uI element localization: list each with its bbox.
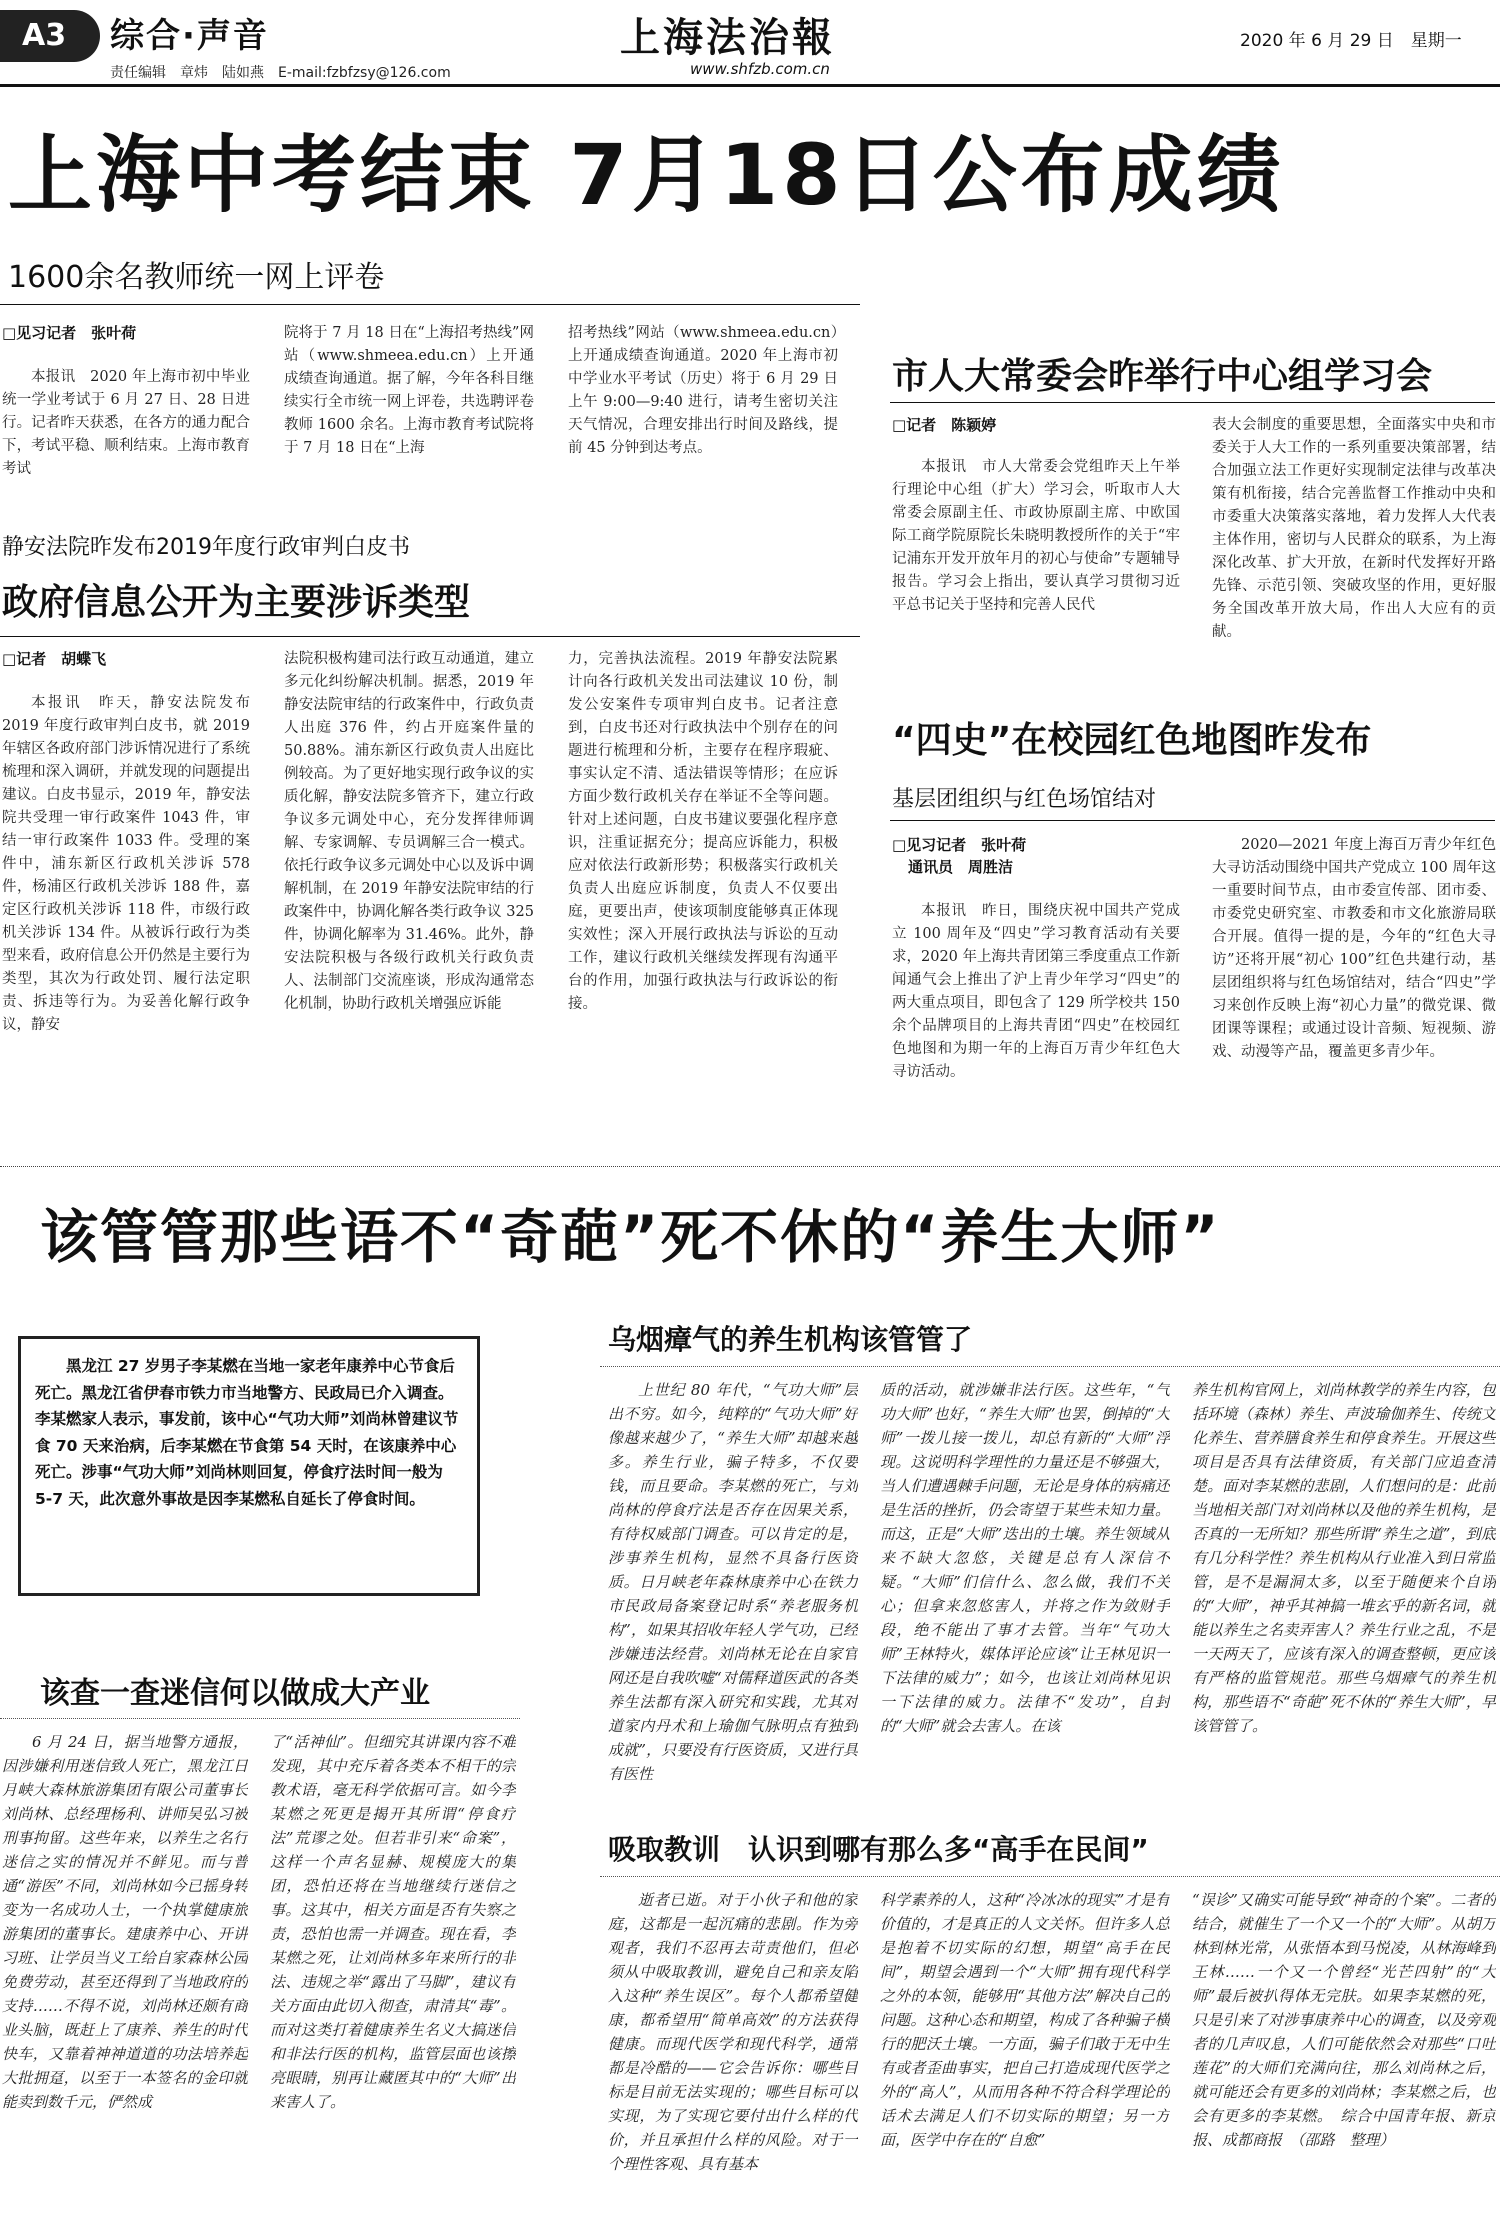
column2-rule [600,1366,1500,1367]
column2-col3 [1192,1378,1496,1808]
column1-col1-text: 6 月 24 日，据当地警方通报，因涉嫌利用迷信致人死亡，黑龙江日月峡大森林旅游集团有限公司董事长刘尚林、总经理杨利、讲师吴弘习被刑事拘留。这些年来，以养生之名行迷信之实的情况并不鲜见。而与普通“游医”不同，刘尚林如今已摇身转变为一名成功人士，一个执掌健康旅游集团的董事长。建康养中心、开讲习班、让学员当义工给自家森林公园免费劳动，甚至还得到了当地政府的支持……不得不说，刘尚林还颇有商业头脑，既赶上了康养、养生的时代快车，又靠着神神道道的功法培养起大批拥趸，以至于一本签名的金印就能卖到数千元，俨然成 [2,1733,248,2111]
story4-rule [890,820,1495,821]
column2-col2-text: 质的活动，就涉嫌非法行医。这些年，“气功大师”也好，“养生大师”也罢，倒掉的“大师”一拨儿接一拨儿，却总有新的“大师”浮现。这说明科学理性的力量还是不够强大，当人们遭遇棘手问题，无论是身体的病痛还是生活的挫折，仍会寄望于某些未知力量。而这，正是“大师”迭出的土壤。养生领域从来不缺大忽悠，关键是总有人深信不疑。“大师”们信什么、忽么做，我们不关心；但拿来忽悠害人，并将之作为敛财手段，绝不能出了事才去管。当年“气功大师”王林特火，媒体评论应该“让王林见识一下法律的威力”；如今，也该让刘尚林见识一下法律的威力。法律不“发功”，自封的“大师”就会去害人。在该 [880,1381,1170,1735]
story3-rule [890,402,1495,403]
column3-col3-text: “误诊”又确实可能导致“神奇的个案”。二者的结合，就催生了一个又一个的“大师”。从胡万林到林光常，从张悟本到马悦凌，从林海峰到王林……一个又一个曾经“光芒四射”的“大师”最后被扒得体无完肤。如果李某燃的死，只是引来了对涉事康养中心的调查，以及旁观者的几声叹息，人们可能依然会对那些“口吐莲花”的大师们充满向往，那么刘尚林之后，就可能还会有更多的刘尚林；李某燃之后，也会有更多的李某燃。 综合中国青年报、新京报、成都商报 （邵路 整理） [1192,1891,1496,2149]
column2-col1 [608,1378,858,1808]
story2-col1 [2,692,250,1154]
column1-col2 [270,1730,516,2224]
story2-byline: □记者 胡蝶飞 [2,650,107,668]
story4-col2 [1212,834,1496,1154]
story2-col3-text: 力，完善执法流程。2019 年静安法院累计向各行政机关发出司法建议 10 份，制发公安案件专项审判白皮书。记者注意到，白皮书还对行政执法中个别存在的问题进行梳理和分析，主要存在程序瑕疵、事实认定不清、适法错误等情形；在应诉方面少数行政机关存在举证不全等问题。针对上述问题，白皮书建议要强化程序意识，注重证据充分；提高应诉能力，积极应对依法行政新形势；积极落实行政机关负责人出庭应诉制度，负责人不仅要出庭，更要出声，使该项制度能够真正体现实效性；深入开展行政执法与诉讼的互动工作，建议行政机关继续发挥现有沟通平台的作用，加强行政执法与行政诉讼的衔接。 [568,651,838,1012]
feature-divider [0,1166,1500,1167]
column1-col1 [2,1730,248,2224]
section-title: 综合·声音 [110,16,269,56]
story4-headline: “四史”在校园红色地图昨发布 [892,720,1372,761]
column3-col2-text: 科学素养的人，这种“冷冰冰的现实”才是有价值的，才是真正的人文关怀。但许多人总是抱着不切实际的幻想，期望“高手在民间”，期望会遇到一个“大师”拥有现代科学之外的本领，能够用“其他方法”解决自己的问题。这种心态和期望，构成了各种骗子横行的肥沃土壤。一方面，骗子们敢于无中生有或者歪曲事实，把自己打造成现代医学之外的“高人”，从而用各种不符合科学理论的话术去满足人们不切实际的期望；另一方面，医学中存在的“自愈” [880,1891,1170,2149]
story3-col1 [892,456,1180,674]
story2-col2-text: 法院积极构建司法行政互动通道，建立多元化纠纷解决机制。据悉，2019 年静安法院审结的行政案件中，行政负责人出庭 376 件，约占开庭案件量的 50.88%。浦东新区行政负责人出庭比例较高。为了更好地实现行政争议的实质化解，静安法院多管齐下，建立行政争议多元调处中心，充分发挥律师调解、专家调解、专员调解三合一模式。依托行政争议多元调处中心以及诉中调解机制，在 2019 年静安法院审结的行政案件中，协调化解各类行政争议 325 件，协调化解率为 31.46%。此外，静安法院积极与各级行政机关行政负责人、法制部门交流座谈，形成沟通常态化机制，协助行政机关增强应诉能 [284,651,534,1012]
column3-headline: 吸取教训 认识到哪有那么多“高手在民间” [608,1833,1149,1866]
story4-byline-2: 通讯员 周胜洁 [908,858,1014,876]
story1-col2-text: 院将于 7 月 18 日在“上海招考热线”网站（www.shmeea.edu.cn）上开通成绩查询通道。据了解，今年各科目继续实行全市统一网上评卷，共选聘评卷教师 1600 余名。上海市教育考试院将于 7 月 18 日在“上海 [284,325,534,456]
story4-col1 [892,900,1180,1154]
column1-col2-text: 了“活神仙”。但细究其讲课内容不难发现，其中充斥着各类本不相干的宗教术语，毫无科学依据可言。如今李某燃之死更是揭开其所谓“停食疗法”荒谬之处。但若非引来“命案”，这样一个声名显赫、规模庞大的集团，恐怕还将在当地继续行迷信之事。这其中，相关方面是否有失察之责，恐怕也需一并调查。现在看，李某燃之死，让刘尚林多年来所行的非法、违规之举“露出了马脚”，建议有关方面由此切入彻查，肃清其“毒”。而对这类打着健康养生名义大搞迷信和非法行医的机构，监管层面也该擦亮眼睛，别再让藏匿其中的“大师”出来害人了。 [270,1733,516,2111]
story2-col3 [568,648,838,1154]
column2-col1-text: 上世纪 80 年代，“气功大师”层出不穷。如今，纯粹的“气功大师”好像越来越少了，“养生大师”却越来越多。养生行业，骗子特多，不仅要钱，而且要命。李某燃的死亡，与刘尚林的停食疗法是否存在因果关系，有待权威部门调查。可以肯定的是，涉事养生机构，显然不具备行医资质。日月峡老年森林康养中心在铁力市民政局备案登记时系“养老服务机构”，如果其招收年轻人学气功，已经涉嫌违法经营。刘尚林无论在自家官网还是自我吹嘘“对儒释道医武的各类养生法都有深入研究和实践，尤其对道家内丹术和上瑜伽气脉明点有独到成就”，只要没有行医资质，又进行具有医性 [608,1381,858,1783]
page-number-badge: A3 [0,10,100,62]
story1-col1-text: 本报讯 2020 年上海市初中毕业统一学业考试于 6 月 27 日、28 日进行。记者昨天获悉，在各方的通力配合下，考试平稳、顺利结束。上海市教育考试 [2,369,250,477]
story1-rule [0,304,860,305]
story2-kicker: 静安法院昨发布2019年度行政审判白皮书 [2,535,410,560]
column1-rule [0,1718,520,1719]
story4-col1-text: 本报讯 昨日，围绕庆祝中国共产党成立 100 周年及“四史”学习教育活动有关要求，2020 年上海共青团第三季度重点工作新闻通气会上推出了沪上青少年学习“四史”的两大重点项目，即包含了 129 所学校共 150 余个品牌项目的上海共青团“四史”在校园红色地图和为期一年的上海百万青少年红色大寻访活动。 [892,903,1180,1080]
story3-col1-text: 本报讯 市人大常委会党组昨天上午举行理论中心组（扩大）学习会，听取市人大常委会原副主任、市政协原副主席、中欧国际工商学院原院长朱晓明教授所作的关于“牢记浦东开发开放年月的初心与使命”专题辅导报告。学习会上指出，要认真学习贯彻习近平总书记关于坚持和完善人民代 [892,459,1180,613]
editors-line: 责任编辑 章炜 陆如燕 E-mail:fzbfzsy@126.com [110,65,451,81]
story2-headline: 政府信息公开为主要涉诉类型 [2,582,471,623]
story4-col2-text: 2020—2021 年度上海百万青少年红色大寻访活动围绕中国共产党成立 100 周年这一重要时间节点，由市委宣传部、团市委、市委党史研究室、市教委和市文化旅游局联合开展。值得一提的是，今年的“红色大寻访”还将开展“初心 100”红色共建行动，基层团组织将与红色场馆结对，结合“四史”学习来创作反映上海“初心力量”的微党课、微团课等课程；或通过设计音频、短视频、游戏、动漫等产品，覆盖更多青少年。 [1212,837,1496,1060]
story1-col2 [284,322,534,486]
feature-lead-box [18,1336,480,1596]
feature-lead-text: 黑龙江 27 岁男子李某燃在当地一家老年康养中心节食后死亡。黑龙江省伊春市铁力市当地警方、民政局已介入调查。李某燃家人表示，事发前，该中心“气功大师”刘尚林曾建议节食 70 天来治病，后李某燃在节食第 54 天时，在该康养中心死亡。涉事“气功大师”刘尚林则回复，停食疗法时间一般为 5-7 天，此次意外事故是因李某燃私自延长了停食时间。 [35,1357,459,1508]
story1-col3-text: 招考热线”网站（www.shmeea.edu.cn）上开通成绩查询通道。2020 年上海市初中学业水平考试（历史）将于 6 月 29 日上午 9:00—9:40 进行，请考生密切关注天气情况，合理安排出行时间及路线，提前 45 分钟到达考点。 [568,325,838,456]
column2-headline: 乌烟瘴气的养生机构该管管了 [608,1323,973,1356]
story2-col1-text: 本报讯 昨天，静安法院发布 2019 年度行政审判白皮书，就 2019 年辖区各政府部门涉诉情况进行了系统梳理和深入调研，并就发现的问题提出建议。白皮书显示，2019 年，静安法院共受理一审行政案件 1043 件，审结一审行政案件 1033 件。受理的案件中，浦东新区行政机关涉诉 578 件，杨浦区行政机关涉诉 188 件，嘉定区行政机关涉诉 118 件，市级行政机关涉诉 134 件。从被诉行政行为类型来看，政府信息公开仍然是主要行为类型，其次为行政处罚、履行法定职责、拆违等行为。为妥善化解行政争议，静安 [2,695,250,1033]
story3-col2 [1212,414,1496,674]
masthead [0,0,1500,95]
story4-subhead: 基层团组织与红色场馆结对 [892,787,1157,812]
column1-headline: 该查一查迷信何以做成大产业 [40,1676,430,1711]
column3-col3 [1192,1888,1496,2224]
story3-col2-text: 表大会制度的重要思想，全面落实中央和市委关于人大工作的一系列重要决策部署，结合加强立法工作更好实现制定法律与改革决策有机衔接，结合完善监督工作推动中央和市委重大决策落实落地，着力发挥人大代表主体作用，密切与人民群众的联系，为上海深化改革、扩大开放，在新时代发挥好开路先锋、示范引领、突破攻坚的作用，更好服务全国改革开放大局，作出人大应有的贡献。 [1212,417,1496,640]
main-subhead: 1600余名教师统一网上评卷 [8,260,385,295]
column3-rule [600,1876,1500,1877]
story4-byline-1: □见习记者 张叶荷 [892,836,1027,854]
column3-col1-text: 逝者已逝。对于小伙子和他的家庭，这都是一起沉痛的悲剧。作为旁观者，我们不忍再去苛责他们，但必须从中吸取教训，避免自己和亲友陷入这种“养生误区”。每个人都希望健康，都希望用“简单高效”的方法获得健康。而现代医学和现代科学，通常都是冷酷的——它会告诉你：哪些目标是目前无法实现的；哪些目标可以实现，为了实现它要付出什么样的代价，并且承担什么样的风险。对于一个理性客观、具有基本 [608,1891,858,2173]
story3-byline: □记者 陈颖婷 [892,416,997,434]
masthead-rule [0,84,1500,87]
story1-col3 [568,322,838,486]
column2-col2 [880,1378,1170,1808]
story1-col1 [2,366,250,486]
main-headline: 上海中考结束 7月18日公布成绩 [8,126,1285,224]
issue-date: 2020 年 6 月 29 日 星期一 [1240,31,1462,51]
newspaper-logo: 上海法治報 [620,14,835,61]
column3-col2 [880,1888,1170,2224]
story3-headline: 市人大常委会昨举行中心组学习会 [892,356,1433,397]
story2-col2 [284,648,534,1154]
column2-col3-text: 养生机构官网上，刘尚林教学的养生内容，包括环境（森林）养生、声波瑜伽养生、传统文化养生、营养膳食养生和停食养生。开展这些项目是否具有法律资质，有关部门应追查清楚。面对李某燃的悲剧，人们想问的是：此前当地相关部门对刘尚林以及他的养生机构，是否真的一无所知？那些所谓“养生之道”，到底有几分科学性？养生机构从行业准入到日常监管，是不是漏洞太多，以至于随便来个自诩的“大师”，神乎其神搞一堆玄乎的新名词，就能以养生之名卖弄害人？养生行业之乱，不是一天两天了，应该有深入的调查整顿，更应该有严格的监管规范。那些乌烟瘴气的养生机构，那些语不“奇葩”死不休的“养生大师”，早该管管了。 [1192,1381,1496,1735]
column3-col1 [608,1888,858,2224]
story2-rule [0,636,860,637]
feature-headline: 该管管那些语不“奇葩”死不休的“养生大师” [40,1203,1221,1271]
newspaper-url: www.shfzb.com.cn [690,60,830,78]
story1-byline: □见习记者 张叶荷 [2,324,137,342]
